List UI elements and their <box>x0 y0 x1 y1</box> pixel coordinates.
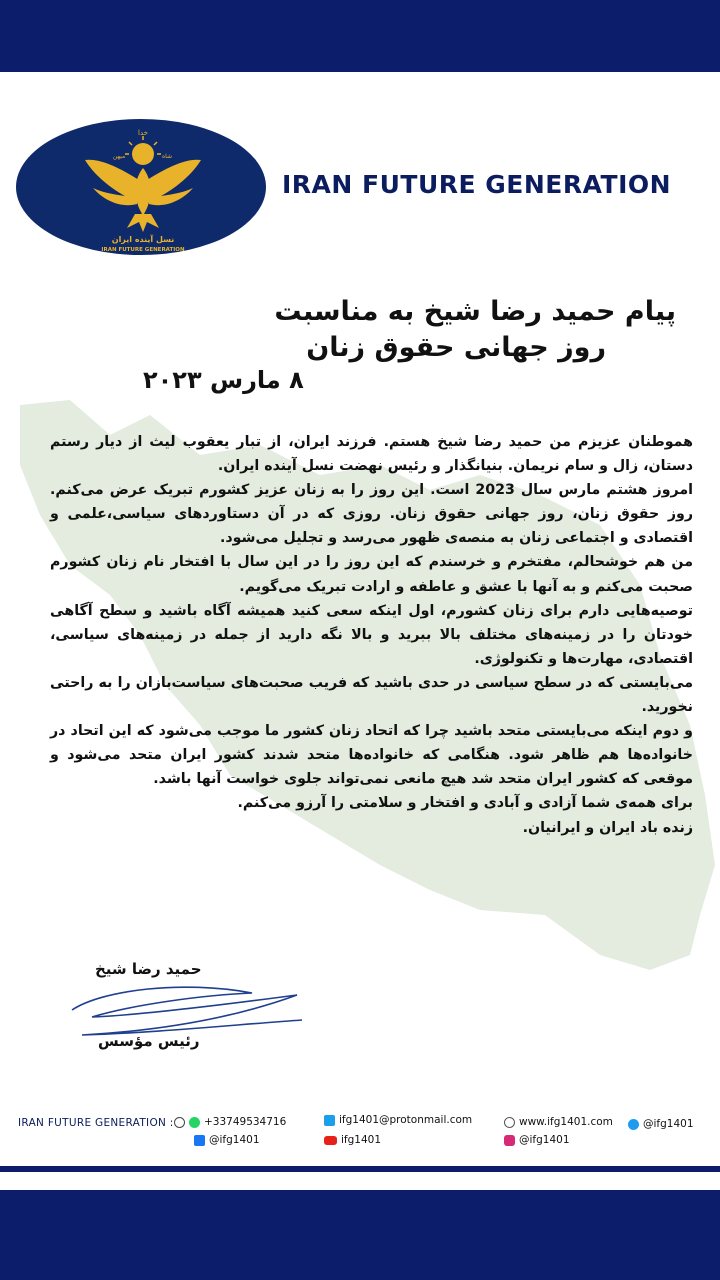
paragraph: توصیه‌هایی دارم برای زنان کشورم، اول اینکه سعی کنید همیشه آگاه باشید و سطح آگاهی خودتان را در زمینه‌های مختلف بالا ببرید و بالا نگه دارید از جمله در زمینه‌های سیاسی، اقتصادی، مهارت‌ها و تکنولوژی. <box>50 602 693 667</box>
paragraph: می‌بایستی که در سطح سیاسی در حدی باشید که فریب صحبت‌های سیاست‌بازان را به راحتی نخورید. <box>50 674 693 716</box>
paragraph: هموطنان عزیزم من حمید رضا شیخ هستم. فرزند ایران، از تبار یعقوب لیث از دیار رستم دستان، زال و سام نریمان. بنیانگذار و رئیس نهضت نسل آینده ایران. <box>50 434 693 475</box>
instagram-link[interactable] <box>504 1134 570 1146</box>
brand-title: IRAN FUTURE GENERATION <box>282 170 672 199</box>
footer-label: IRAN FUTURE GENERATION : <box>18 1117 174 1129</box>
youtube-handle: ifg1401 <box>341 1134 382 1146</box>
facebook-link[interactable] <box>194 1134 260 1146</box>
top-banner <box>0 0 720 72</box>
paragraph: من هم خوشحالم، مفتخرم و خرسندم که این روز را در این سال با افتخار نام زنان کشورم صحبت می‌کنم و به آنها با عشق و عاطفه و ارادت تبریک می‌گویم. <box>50 554 693 595</box>
signatory-role: رئیس مؤسس <box>98 1032 200 1050</box>
globe-icon <box>504 1117 515 1128</box>
website-url: www.ifg1401.com <box>519 1116 613 1128</box>
paragraph: زنده باد ایران و ایرانیان. <box>522 819 693 836</box>
youtube-link[interactable] <box>324 1134 381 1146</box>
phone-number: +33749534716 <box>204 1116 287 1128</box>
message-date: ۸ مارس ۲۰۲۳ <box>143 366 304 394</box>
email-icon <box>324 1115 335 1126</box>
ifg-logo <box>15 118 267 256</box>
logo-motto-en: IRAN FUTURE GENERATION <box>101 247 185 253</box>
twitter-handle: @ifg1401 <box>643 1118 694 1130</box>
logo-top-text: خدا <box>138 129 148 137</box>
phone-contact[interactable] <box>174 1116 286 1128</box>
paragraph: و دوم اینکه می‌بایستی متحد باشید چرا که اتحاد زنان کشور ما موجب می‌شود که این اتحاد در خانواده‌ها هم ظاهر شود. هنگامی که خانواده‌ها متحد شدند کشور ایران متحد می‌شود و موقعی که کشور ایران متحد شد هیچ مانعی نمی‌تواند جلوی خواست آنها باشد. <box>50 723 693 788</box>
email-address: ifg1401@protonmail.com <box>339 1114 473 1126</box>
twitter-icon <box>628 1119 639 1130</box>
facebook-handle: @ifg1401 <box>209 1134 260 1146</box>
instagram-handle: @ifg1401 <box>519 1134 570 1146</box>
facebook-icon <box>194 1135 205 1146</box>
whatsapp-icon <box>189 1117 200 1128</box>
logo-right-text: شاه <box>162 153 172 160</box>
paragraph: امروز هشتم مارس سال 2023 است. این روز را به زنان عزیز کشورم تبریک عرض می‌کنم. روز حقوق زنان، روز جهانی حقوق زنان. روزی که در آن دستاوردهای سیاسی،علمی و اقتصادی و اجتماعی زنان به منصه‌ی ظهور می‌رسد و تجلیل می‌شود. <box>50 482 693 547</box>
instagram-icon <box>504 1135 515 1146</box>
phone-icon <box>174 1117 185 1128</box>
signatory-name: حمید رضا شیخ <box>95 960 202 978</box>
title-line-1: پیام حمید رضا شیخ به مناسبت <box>274 296 676 327</box>
contact-footer <box>0 1108 720 1158</box>
message-body <box>50 430 693 840</box>
youtube-icon <box>324 1136 337 1145</box>
bottom-divider <box>0 1166 720 1172</box>
logo-motto-fa: نسل آینده ایران <box>111 235 175 244</box>
logo-left-text: میهن <box>112 153 126 160</box>
message-title <box>274 294 676 366</box>
website-link[interactable] <box>504 1116 613 1128</box>
bottom-banner <box>0 1190 720 1280</box>
paragraph: برای همه‌ی شما آزادی و آبادی و افتخار و سلامتی را آرزو می‌کنم. <box>237 795 693 812</box>
email-link[interactable] <box>324 1114 472 1126</box>
twitter-link[interactable] <box>628 1118 694 1130</box>
title-line-2: روز جهانی حقوق زنان <box>306 332 606 363</box>
